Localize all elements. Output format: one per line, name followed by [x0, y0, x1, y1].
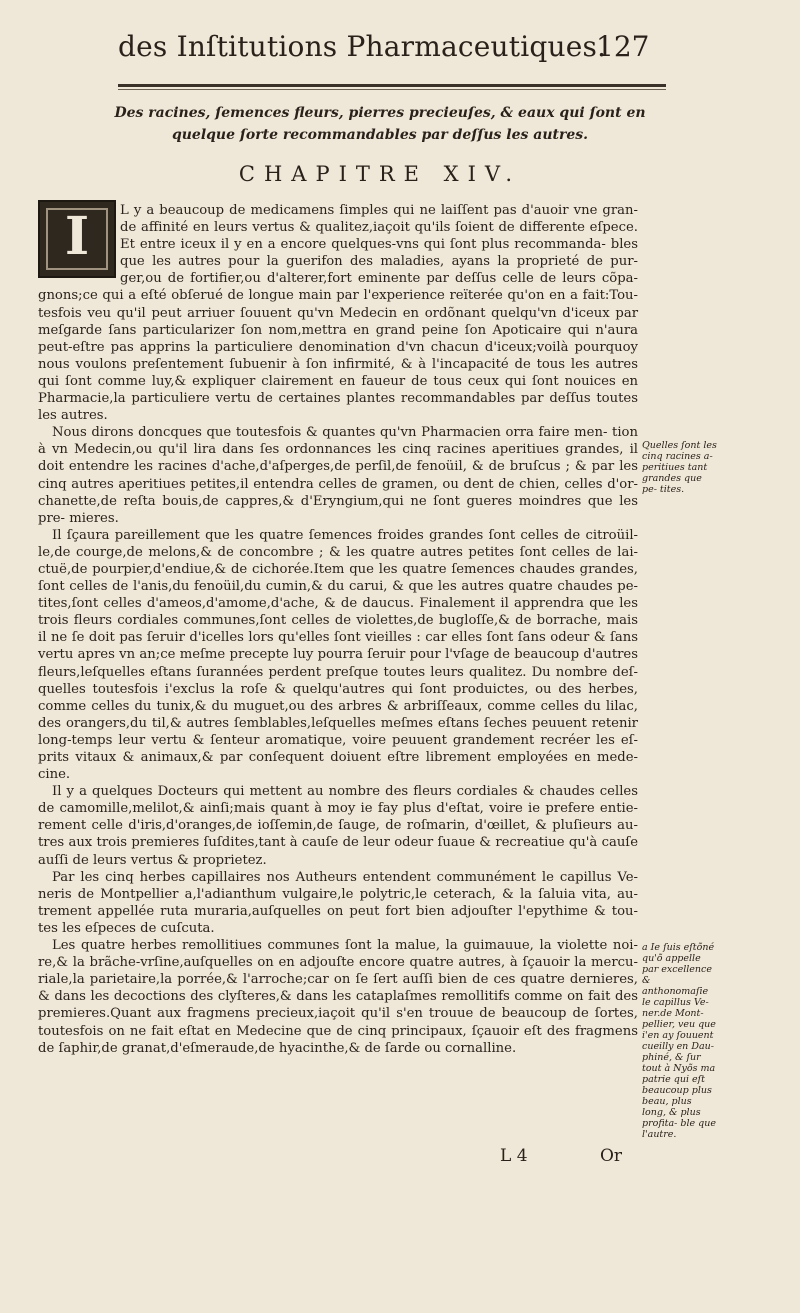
drop-cap-space	[38, 202, 120, 274]
section-heading	[100, 102, 660, 146]
paragraph-3: Il ſçaura pareillement que les quatre ſemences froides grandes ſont celles de citroüil- le,de courge,de melons,& de concombre ; & les quatre autres petites ſont celles de lai- ctuë,de pourpier,d'endiue,& de cichorée.Item que les quatre ſemences chaudes grandes, ſont celles de l'anis,du fenoüil,du cumin,& du carui, & que les autres quatre chaudes pe- tites,ſont celles d'ameos,d'amome,d'ache, & de daucus. Finalement il apprendra que les trois fleurs cordiales communes,ſont celles de violettes,de bugloſſe,& de borrache, mais il ne ſe doit pas ſeruir d'icelles lors qu'elles ſont vieilles : car elles ſont ſans odeur & ſans vertu apres vn an;ce meſme precepte luy pourra ſeruir pour l'vſage de beaucoup d'autres fleurs,leſquelles eſtans ſurannées perdent preſque toutes leurs qualitez. Du nombre deſ- quelles toutesfois i'exclus la roſe & quelqu'autres qui ſont produictes, ou des herbes, comme celles du tunix,& du muguet,ou des arbres & arbriſſeaux, comme celles du lilac, des orangers,du til,& autres ſemblables,leſquelles meſmes eſtans ſeches peuuent retenir long-temps leur vertu & ſenteur aromatique, voire peuuent grandement recréer les eſ- prits vitaux & animaux,& par conſequent doiuent eſtre librement employées en mede- cine.	[38, 527, 638, 783]
drop-cap-letter: I	[64, 206, 90, 267]
catchword: Or	[600, 1146, 623, 1166]
paragraph-4: Il y a quelques Docteurs qui mettent au nombre des fleurs cordiales & chaudes celles de camomille,melilot,& ainſi;mais quant à moy ie fay plus d'eſtat, voire ie prefere entie- rement celle d'iris,d'oranges,de ioſſemin,de ſauge, de roſmarin, d'œillet, & pluſieurs au- tres aux trois premieres ſuſdites,tant à cauſe de leur odeur ſuaue & recreatiue qu'à cauſe auſſi de leurs vertus & proprietez.	[38, 784, 638, 868]
section-heading-line-2: quelque ſorte recommandables par deſſus les autres.	[171, 127, 589, 143]
running-head-title: des Inſtitutions Pharmaceutiques.	[118, 30, 607, 63]
paragraph-2: Nous dirons doncques que toutesfois & quantes qu'vn Pharmacien orra faire men- tion à vn Medecin,ou qu'il lira dans ſes ordonnances les cinq racines aperitiues grandes, il doit entendre les racines d'ache,d'aſperges,de perſil,de fenoüil, & de bruſcus ; & par les cinq autres aperitiues petites,il entendra celles de gramen, ou dent de chien, celles d'or- chanette,de reſta bouis,de cappres,& d'Eryngium,qui ne ſont gueres moindres que les pre- mieres.	[38, 425, 638, 526]
header-rule-thin	[118, 89, 666, 90]
running-head	[118, 30, 678, 74]
header-rule	[118, 84, 666, 87]
chapter-title: CHAPITRE XIV.	[238, 162, 522, 186]
margin-note-capillus: a Ie ſuis eſtõné qu'õ appelle par excellence & anthonomaſie le capillus Ve- ner.de Mont- pellier, veu que i'en ay ſouuent cueilly en Dau- phiné, & ſur tout à Nyõs ma patrie qui eſt beaucoup plus beau, plus long, & plus profita- ble que l'autre.	[642, 942, 716, 1140]
paragraph-6: Les quatre herbes remollitiues communes ſont la malue, la guimauue, la violette noi- re,& la brãche-vrſine,auſquelles on en adjouſte encore quatre autres, à ſçauoir la mercu- riale,la parietaire,la porrée,& l'arroche;car on ſe ſert auſſi bien de ces quatre dernieres, & dans les decoctions des clyſteres,& dans les cataplaſmes remollitifs comme on fait des premieres.Quant aux fragmens precieux,iaçoit qu'il s'en trouue de beaucoup de ſortes, toutesfois on ne fait eſtat en Medecine que de cinq principaux, ſçauoir eſt des fragmens de ſaphir,de granat,d'eſmeraude,de hyacinthe,& de ſarde ou cornalline.	[38, 938, 638, 1056]
page-number: 127	[596, 30, 650, 63]
signature-mark: L 4	[500, 1146, 528, 1166]
paragraph-1: L y a beaucoup de medicamens ſimples qui ne laiſſent pas d'auoir vne gran- de affinité en leurs vertus & qualitez,iaçoit qu'ils ſoient de differente eſpece. Et entre iceux il y en a encore quelques-vns qui ſont plus recommanda- bles que les autres pour la guerifon des maladies, ayans la proprieté de pur- ger,ou de fortifier,ou d'alterer,fort eminente par deſſus celle de leurs cõpa- gnons;ce qui a eſté obſerué de longue main par l'experience reïterée qu'on en a fait:Tou- tesfois veu qu'il peut arriuer ſouuent qu'vn Medecin en ordõnant quelqu'vn d'iceux par meſgarde ſans particularizer ſon nom,mettra en grand peine ſon Apoticaire qui n'aura peut-eſtre pas apprins la particuliere denomination d'vn chacun d'iceux;voilà pourquoy nous voulons preſentement ſubuenir à ſon infirmité, & à l'incapacité de tous les autres qui ſont comme luy,& expliquer clairement en faueur de tous ceux qui ſont nouices en Pharmacie,la particuliere vertu de certaines plantes recommandables par deſſus toutes les autres.	[38, 203, 638, 424]
section-heading-line-1: Des racines, ſemences fleurs, pierres precieuſes, & eaux qui ſont en	[114, 105, 646, 121]
paragraph-5: Par les cinq herbes capillaires nos Autheurs entendent communément le capillus Ve- neris de Montpellier a,l'adianthum vulgaire,le polytric,le ceterach, & la ſaluia vita, au- trement appellée ruta muraria,auſquelles on peut fort bien adjouſter l'epythime & tou- tes les eſpeces de cuſcuta.	[38, 869, 638, 936]
body-text	[38, 202, 638, 1057]
margin-note-racines: Quelles ſont les cinq racines a- peritiues tant grandes que pe- tites.	[642, 440, 717, 495]
